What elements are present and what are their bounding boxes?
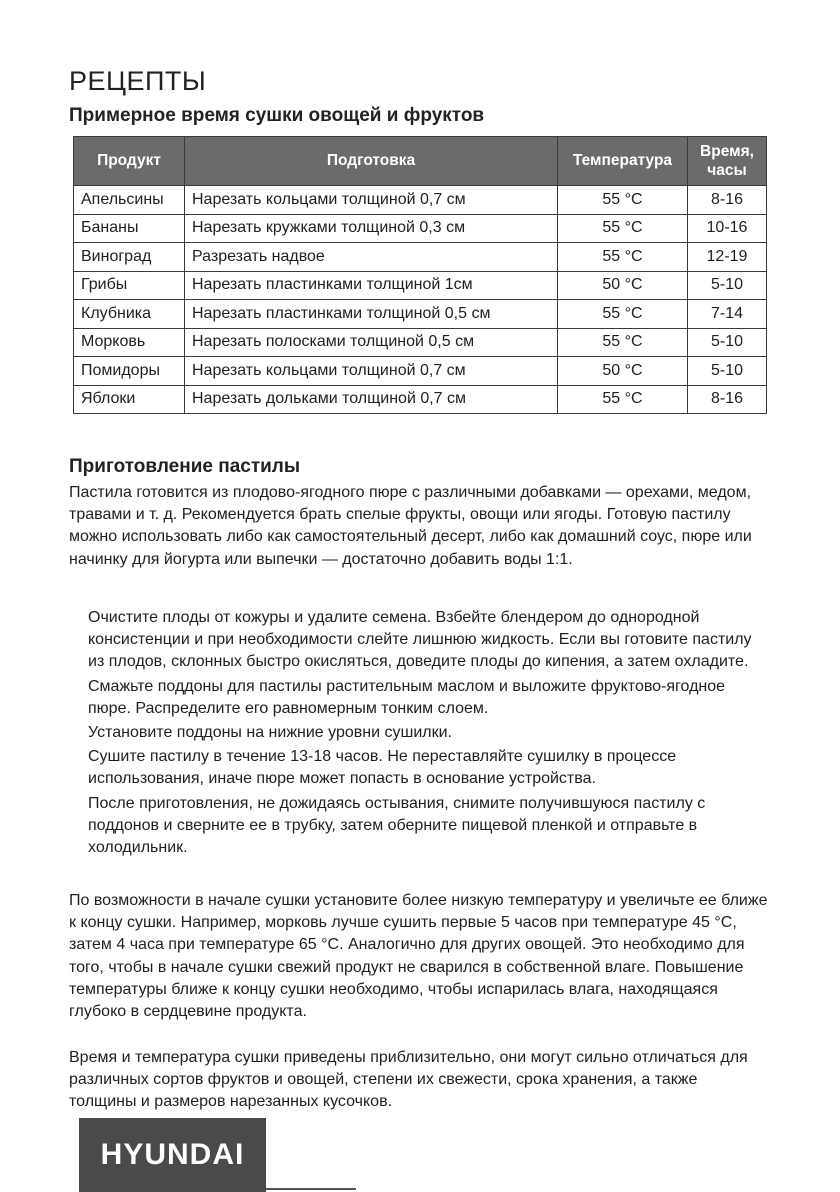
header-time-label: Время, часы <box>700 142 754 179</box>
brand-logo-text: HYUNDAI <box>100 1138 245 1171</box>
table-row <box>74 243 767 272</box>
cell-product: Яблоки <box>74 385 185 414</box>
table-row <box>74 328 767 357</box>
cell-temperature: 55 °C <box>558 243 688 272</box>
header-time <box>688 137 767 186</box>
header-preparation: Подготовка <box>185 137 558 186</box>
cell-product: Виноград <box>74 243 185 272</box>
table-section-title: Примерное время сушки овощей и фруктов <box>69 105 485 126</box>
table-row <box>74 300 767 329</box>
cell-product: Апельсины <box>74 186 185 215</box>
cell-temperature: 50 °C <box>558 357 688 386</box>
table-row <box>74 271 767 300</box>
page-title: РЕЦЕПТЫ <box>69 66 207 96</box>
header-product: Продукт <box>74 137 185 186</box>
cell-preparation: Разрезать надвое <box>185 243 558 272</box>
step-item: Установите поддоны на нижние уровни сушилки. <box>88 724 452 742</box>
step-item: Сушите пастилу в течение 13-18 часов. Не переставляйте сушилку в процессе использования, иначе пюре может попасть в основание устройства. <box>88 748 677 788</box>
cell-preparation: Нарезать кружками толщиной 0,3 см <box>185 214 558 243</box>
cell-product: Клубника <box>74 300 185 329</box>
cell-preparation: Нарезать кольцами толщиной 0,7 см <box>185 186 558 215</box>
cell-preparation: Нарезать дольками толщиной 0,7 см <box>185 385 558 414</box>
disclaimer-note: Время и температура сушки приведены приблизительно, они могут сильно отличаться для различных сортов фруктов и овощей, степени их свежести, срока хранения, а также толщины и размеров нарезанных кусочков. <box>69 1049 748 1111</box>
header-temperature: Температура <box>558 137 688 186</box>
cell-product: Помидоры <box>74 357 185 386</box>
cell-time: 5-10 <box>688 271 767 300</box>
cell-time: 12-19 <box>688 243 767 272</box>
table-row <box>74 214 767 243</box>
cell-time: 10-16 <box>688 214 767 243</box>
footer-rule <box>266 1188 356 1190</box>
cell-temperature: 55 °C <box>558 385 688 414</box>
cell-time: 7-14 <box>688 300 767 329</box>
cell-product: Грибы <box>74 271 185 300</box>
brand-logo <box>79 1118 266 1192</box>
cell-temperature: 50 °C <box>558 271 688 300</box>
cell-temperature: 55 °C <box>558 214 688 243</box>
cell-temperature: 55 °C <box>558 300 688 329</box>
step-item: Очистите плоды от кожуры и удалите семена. Взбейте блендером до однородной консистенции и при необходимости слейте лишнюю жидкость. Если вы готовите пастилу из плодов, склонных быстро окисляться, доведите плоды до кипения, а затем охладите. <box>88 609 752 671</box>
cell-time: 5-10 <box>688 328 767 357</box>
step-item: Смажьте поддоны для пастилы растительным маслом и выложите фруктово-ягодное пюре. Распределите его равномерным тонким слоем. <box>88 677 726 717</box>
cell-time: 8-16 <box>688 385 767 414</box>
drying-time-table <box>73 136 767 414</box>
cell-preparation: Нарезать полосками толщиной 0,5 см <box>185 328 558 357</box>
table-row <box>74 385 767 414</box>
pastila-steps <box>88 607 768 861</box>
cell-preparation: Нарезать пластинками толщиной 0,5 см <box>185 300 558 329</box>
table-row <box>74 186 767 215</box>
cell-product: Бананы <box>74 214 185 243</box>
table-header-row <box>74 137 767 186</box>
temperature-note: По возможности в начале сушки установите более низкую температуру и увеличьте ее ближе к концу сушки. Например, морковь лучше сушить первые 5 часов при температуре 45 °C, затем 4 часа при температуре 65 °C. Аналогично для других овощей. Это необходимо для того, чтобы в начале сушки свежий продукт не сварился в собственной влаге. Повышение температуры ближе к концу сушки необходимо, чтобы испарилась влага, находящаяся глубоко в сердцевине продукта. <box>69 892 768 1021</box>
cell-temperature: 55 °C <box>558 328 688 357</box>
pastila-intro: Пастила готовится из плодово-ягодного пюре с различными добавками — орехами, медом, травами и т. д. Рекомендуется брать спелые фрукты, овощи или ягоды. Готовую пастилу можно использовать либо как самостоятельный десерт, либо как домашний соус, пюре или начинку для йогурта или выпечки — достаточно добавить воды 1:1. <box>69 484 752 568</box>
cell-preparation: Нарезать кольцами толщиной 0,7 см <box>185 357 558 386</box>
cell-product: Морковь <box>74 328 185 357</box>
cell-time: 5-10 <box>688 357 767 386</box>
cell-time: 8-16 <box>688 186 767 215</box>
step-item: После приготовления, не дожидаясь остывания, снимите получившуюся пастилу с поддонов и сверните ее в трубку, затем оберните пищевой пленкой и отправьте в холодильник. <box>88 794 706 857</box>
cell-temperature: 55 °C <box>558 186 688 215</box>
cell-preparation: Нарезать пластинками толщиной 1см <box>185 271 558 300</box>
pastila-section-title: Приготовление пастилы <box>69 456 301 477</box>
table-row <box>74 357 767 386</box>
